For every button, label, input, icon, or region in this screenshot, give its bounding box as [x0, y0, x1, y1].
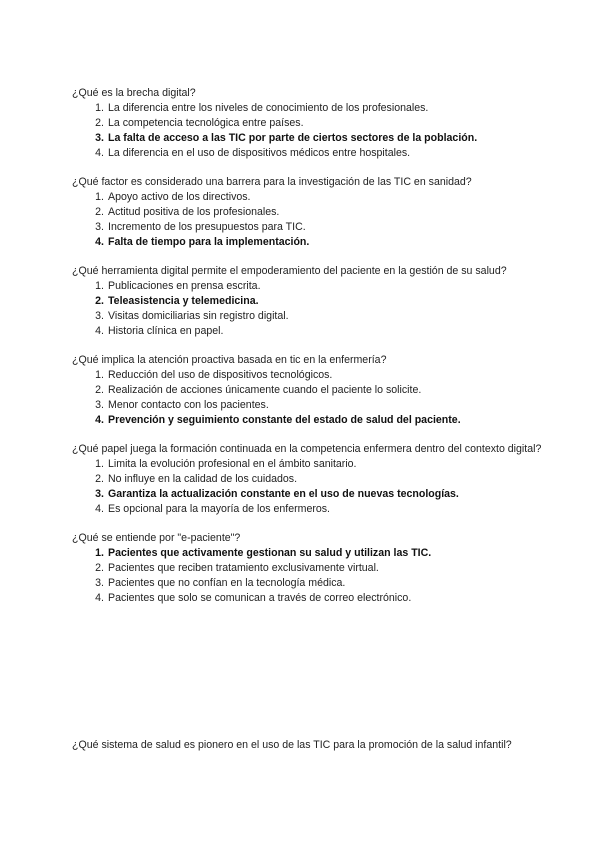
option-item [90, 502, 542, 517]
option-item [90, 205, 542, 220]
option-number: 3. [95, 132, 104, 144]
option-text: No influye en la calidad de los cuidados. [108, 473, 298, 485]
option-number: 3. [95, 488, 104, 500]
option-number: 1. [95, 102, 104, 114]
option-number: 3. [95, 310, 104, 322]
option-text: Pacientes que solo se comunican a través de correo electrónico. [108, 592, 412, 604]
question-4 [72, 353, 542, 428]
options-list [72, 190, 542, 250]
option-text: Visitas domiciliarias sin registro digital. [108, 310, 289, 322]
option-text: Apoyo activo de los directivos. [108, 191, 251, 203]
options-list [72, 279, 542, 339]
option-number: 2. [95, 206, 104, 218]
option-number: 1. [95, 547, 104, 559]
option-number: 4. [95, 325, 104, 337]
option-number: 4. [95, 503, 104, 515]
question-3 [72, 264, 542, 339]
option-text: Teleasistencia y telemedicina. [108, 295, 259, 307]
option-text: La diferencia en el uso de dispositivos médicos entre hospitales. [108, 147, 411, 159]
option-item [90, 561, 542, 576]
option-text: Es opcional para la mayoría de los enfermeros. [108, 503, 330, 515]
option-number: 2. [95, 562, 104, 574]
option-number: 1. [95, 191, 104, 203]
option-text: Historia clínica en papel. [108, 325, 224, 337]
option-item [90, 279, 542, 294]
question-text: ¿Qué papel juega la formación continuada en la competencia enfermera dentro del contexto digital? [72, 443, 542, 455]
question-text: ¿Qué implica la atención proactiva basada en tic en la enfermería? [72, 354, 387, 366]
option-item [90, 309, 542, 324]
option-text: Pacientes que no confían en la tecnología médica. [108, 577, 346, 589]
option-text: Prevención y seguimiento constante del estado de salud del paciente. [108, 414, 461, 426]
question-1 [72, 86, 542, 161]
option-text: Garantiza la actualización constante en el uso de nuevas tecnologías. [108, 488, 459, 500]
option-item [90, 368, 542, 383]
option-item-correct [90, 294, 542, 309]
option-item [90, 591, 542, 606]
option-text: Pacientes que activamente gestionan su salud y utilizan las TIC. [108, 547, 432, 559]
option-text: Reducción del uso de dispositivos tecnológicos. [108, 369, 333, 381]
option-number: 2. [95, 384, 104, 396]
option-item-correct [90, 131, 542, 146]
question-text: ¿Qué se entiende por "e-paciente"? [72, 532, 241, 544]
option-text: Pacientes que reciben tratamiento exclusivamente virtual. [108, 562, 379, 574]
question-5 [72, 442, 542, 517]
options-list [72, 546, 542, 606]
option-item [90, 383, 542, 398]
questions-list [72, 86, 542, 620]
option-item [90, 398, 542, 413]
option-text: Limita la evolución profesional en el ámbito sanitario. [108, 458, 357, 470]
option-number: 2. [95, 295, 104, 307]
question-text: ¿Qué factor es considerado una barrera para la investigación de las TIC en sanidad? [72, 176, 472, 188]
options-list [72, 457, 542, 517]
option-item-correct [90, 235, 542, 250]
option-item [90, 146, 542, 161]
option-item [90, 220, 542, 235]
option-number: 4. [95, 147, 104, 159]
option-item-correct [90, 546, 542, 561]
option-text: Actitud positiva de los profesionales. [108, 206, 280, 218]
option-number: 1. [95, 280, 104, 292]
option-number: 1. [95, 458, 104, 470]
option-number: 4. [95, 236, 104, 248]
option-item [90, 576, 542, 591]
option-text: La falta de acceso a las TIC por parte de ciertos sectores de la población. [108, 132, 478, 144]
option-number: 3. [95, 221, 104, 233]
option-item [90, 457, 542, 472]
option-item-correct [90, 487, 542, 502]
option-item [90, 472, 542, 487]
option-number: 4. [95, 592, 104, 604]
option-text: Incremento de los presupuestos para TIC. [108, 221, 306, 233]
options-list [72, 368, 542, 428]
option-number: 4. [95, 414, 104, 426]
option-text: Falta de tiempo para la implementación. [108, 236, 310, 248]
question-7-text: ¿Qué sistema de salud es pionero en el uso de las TIC para la promoción de la salud infantil? [72, 739, 512, 751]
option-item-correct [90, 413, 542, 428]
option-number: 2. [95, 117, 104, 129]
options-list [72, 101, 542, 161]
option-item [90, 116, 542, 131]
option-item [90, 190, 542, 205]
option-number: 3. [95, 577, 104, 589]
option-item [90, 101, 542, 116]
question-text: ¿Qué es la brecha digital? [72, 87, 196, 99]
question-6 [72, 531, 542, 606]
option-text: Realización de acciones únicamente cuando el paciente lo solicite. [108, 384, 422, 396]
option-text: Publicaciones en prensa escrita. [108, 280, 261, 292]
option-text: La competencia tecnológica entre países. [108, 117, 304, 129]
option-number: 3. [95, 399, 104, 411]
question-text: ¿Qué herramienta digital permite el empoderamiento del paciente en la gestión de su salud? [72, 265, 507, 277]
option-text: La diferencia entre los niveles de conocimiento de los profesionales. [108, 102, 429, 114]
question-2 [72, 175, 542, 250]
option-number: 2. [95, 473, 104, 485]
option-number: 1. [95, 369, 104, 381]
option-item [90, 324, 542, 339]
option-text: Menor contacto con los pacientes. [108, 399, 269, 411]
